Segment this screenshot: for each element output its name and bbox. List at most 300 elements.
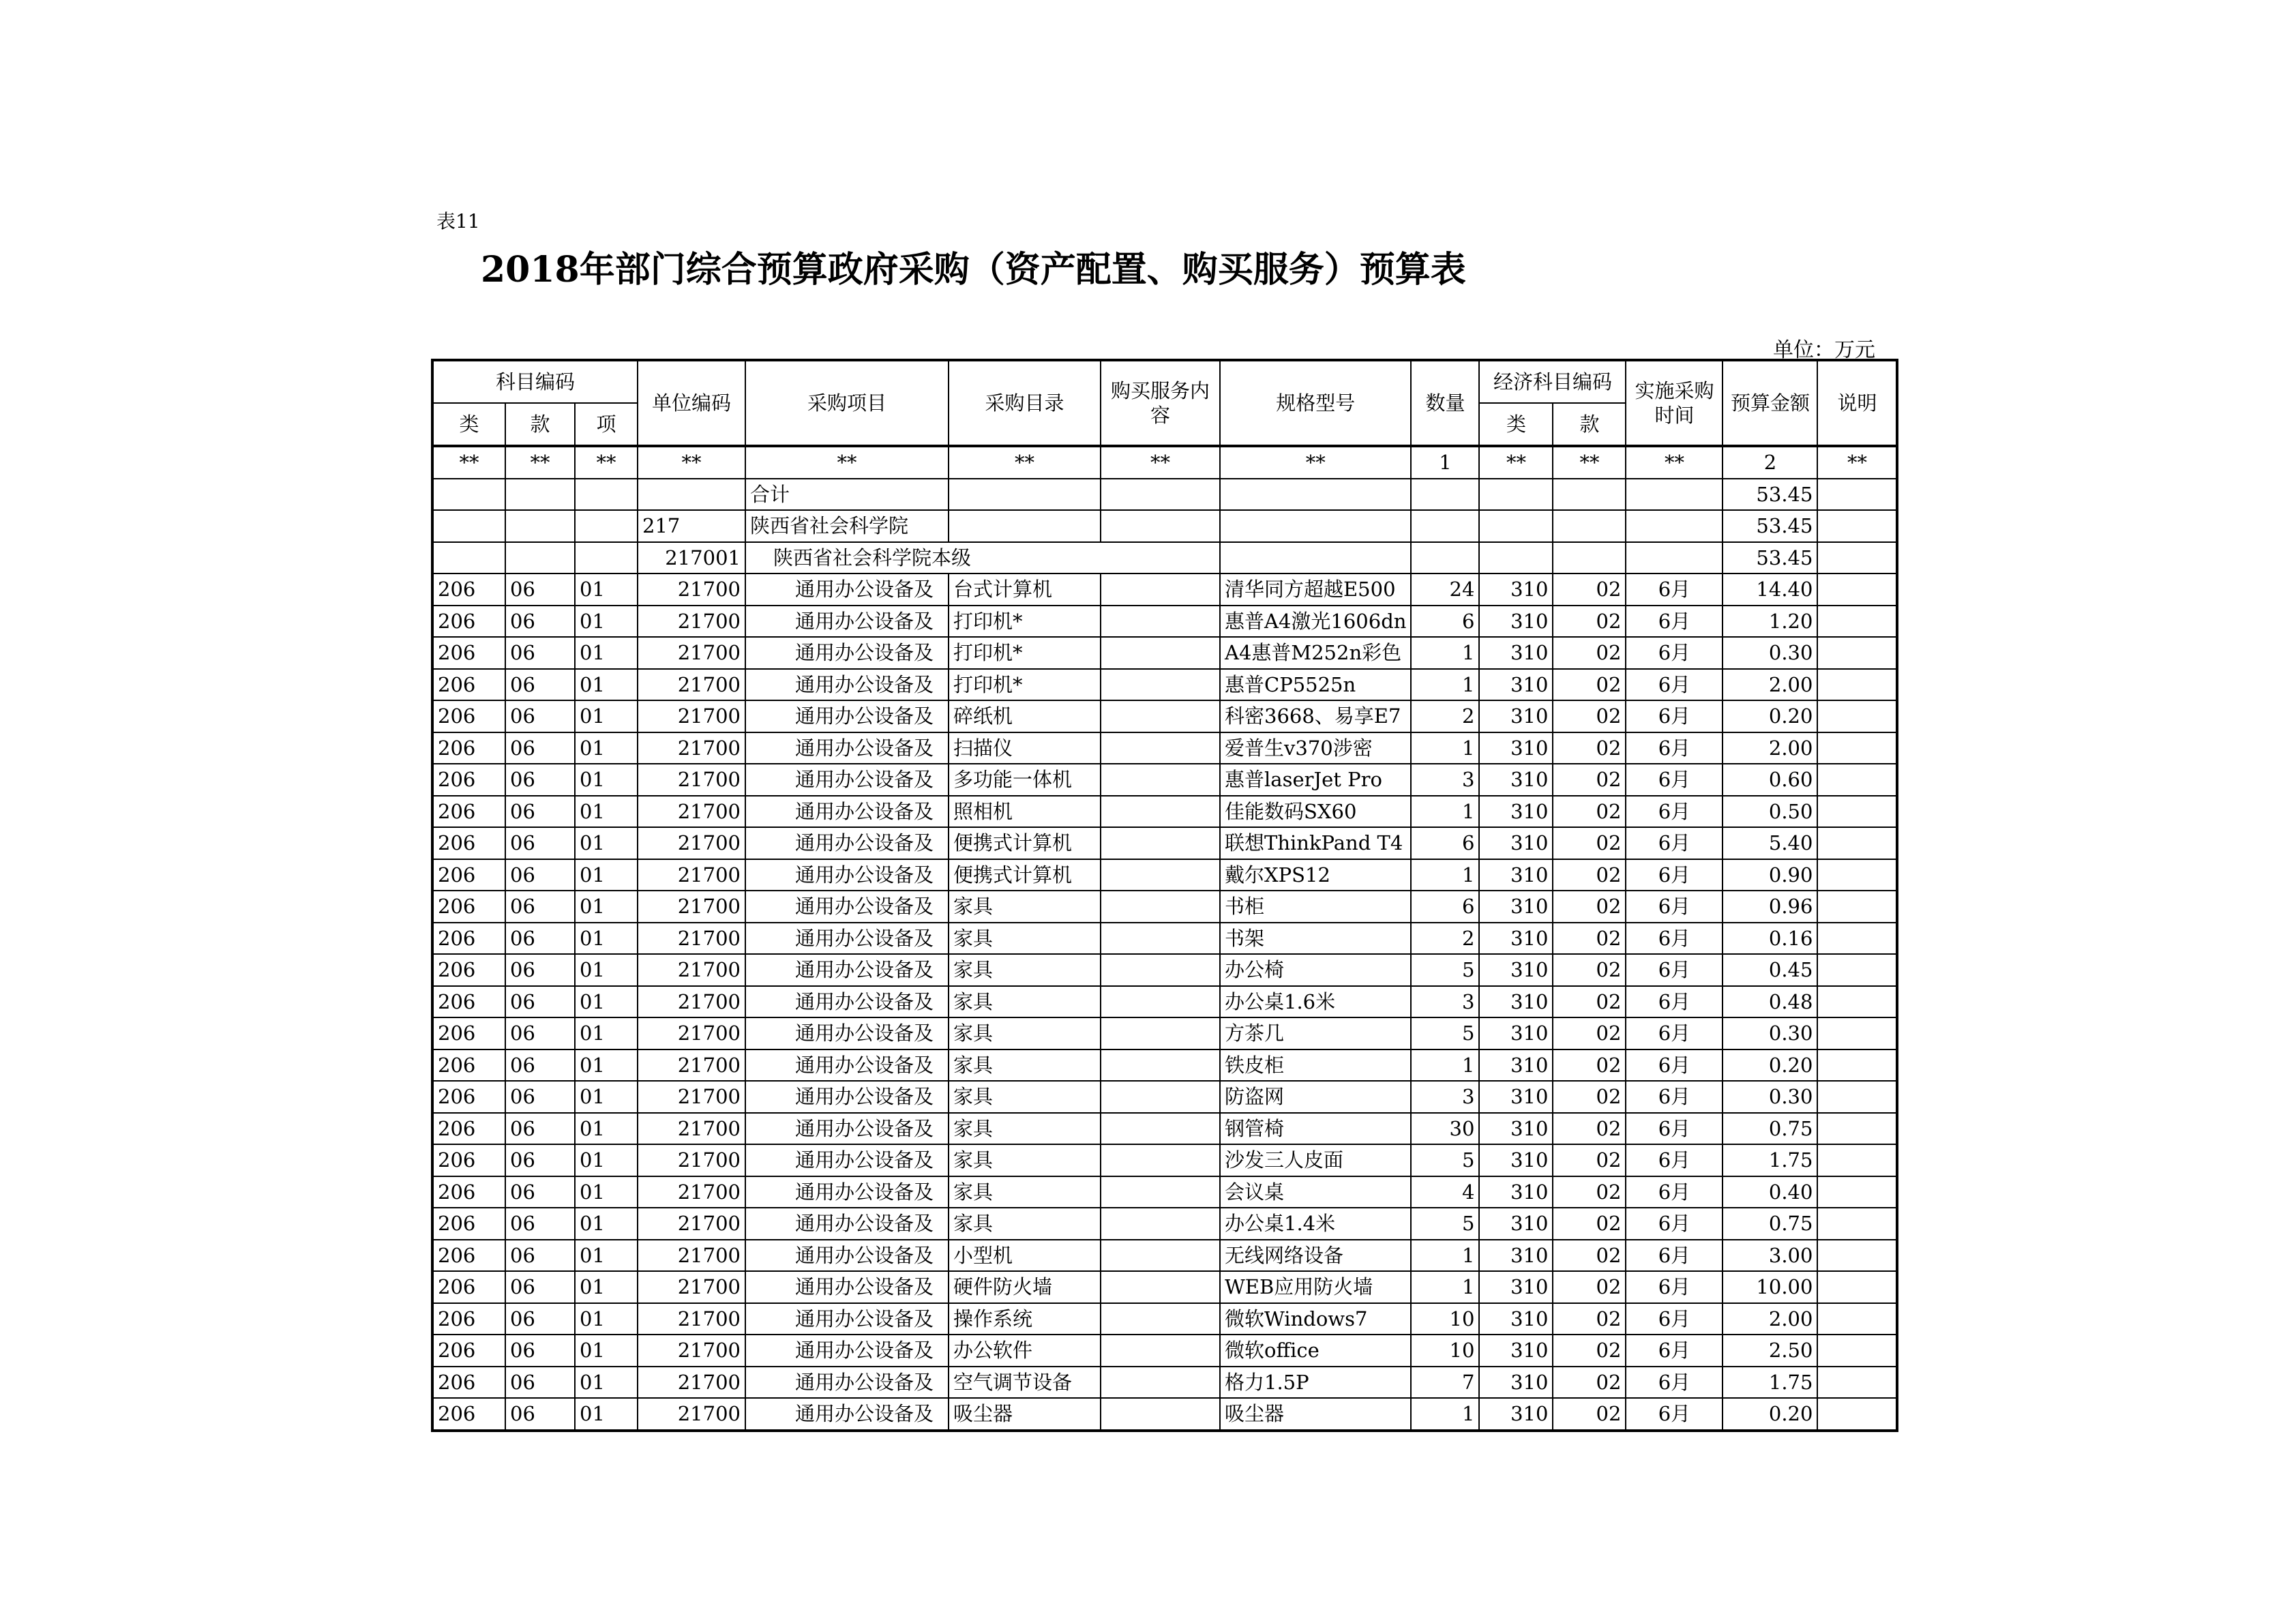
summary-code: 217 — [638, 510, 745, 542]
empty-cell — [1479, 479, 1553, 511]
amount-cell: 2.00 — [1723, 1303, 1817, 1335]
empty-cell — [1479, 510, 1553, 542]
econ-lei-cell: 310 — [1479, 1367, 1553, 1399]
catalog-cell: 办公软件 — [949, 1335, 1101, 1367]
marker-cell: ** — [1626, 446, 1723, 479]
service-cell — [1101, 1144, 1220, 1176]
amount-cell: 0.30 — [1723, 1017, 1817, 1049]
item-cell: 通用办公设备及 — [745, 1113, 949, 1145]
empty-cell — [432, 510, 505, 542]
spec-cell: 格力1.5P — [1220, 1367, 1411, 1399]
econ-kuan-cell: 02 — [1553, 1335, 1626, 1367]
lei-cell: 206 — [432, 891, 505, 923]
amount-cell: 0.50 — [1723, 796, 1817, 828]
summary-name: 陕西省社会科学院本级 — [745, 542, 1220, 574]
item-cell: 通用办公设备及 — [745, 1017, 949, 1049]
qty-cell: 10 — [1411, 1303, 1479, 1335]
econ-kuan-cell: 02 — [1553, 1049, 1626, 1082]
qty-cell: 1 — [1411, 859, 1479, 891]
table-row — [432, 732, 1897, 764]
empty-cell — [1220, 479, 1411, 511]
service-cell — [1101, 1049, 1220, 1082]
spec-cell: A4惠普M252n彩色 — [1220, 637, 1411, 669]
econ-kuan-cell: 02 — [1553, 1271, 1626, 1303]
budget-table — [431, 359, 1898, 1432]
summary-code: 217001 — [638, 542, 745, 574]
spec-cell: 办公椅 — [1220, 954, 1411, 986]
amount-cell: 0.40 — [1723, 1176, 1817, 1208]
econ-lei-cell: 310 — [1479, 1017, 1553, 1049]
table-row — [432, 606, 1897, 638]
xiang-cell: 01 — [575, 1367, 638, 1399]
unit-label: 单位：万元 — [1773, 338, 1875, 362]
item-cell: 通用办公设备及 — [745, 637, 949, 669]
item-cell: 通用办公设备及 — [745, 1208, 949, 1240]
time-cell: 6月 — [1626, 1208, 1723, 1240]
econ-kuan-cell: 02 — [1553, 1367, 1626, 1399]
xiang-cell: 01 — [575, 1017, 638, 1049]
header-qty: 数量 — [1411, 360, 1479, 446]
econ-kuan-cell: 02 — [1553, 954, 1626, 986]
lei-cell: 206 — [432, 1017, 505, 1049]
amount-cell: 14.40 — [1723, 574, 1817, 606]
empty-cell — [1411, 510, 1479, 542]
time-cell: 6月 — [1626, 1398, 1723, 1431]
amount-cell: 10.00 — [1723, 1271, 1817, 1303]
econ-lei-cell: 310 — [1479, 1271, 1553, 1303]
time-cell: 6月 — [1626, 827, 1723, 859]
note-cell — [1817, 859, 1897, 891]
econ-kuan-cell: 02 — [1553, 923, 1626, 955]
marker-cell: ** — [1220, 446, 1411, 479]
service-cell — [1101, 1176, 1220, 1208]
xiang-cell: 01 — [575, 1335, 638, 1367]
time-cell: 6月 — [1626, 1017, 1723, 1049]
amount-cell: 1.20 — [1723, 606, 1817, 638]
empty-cell — [1101, 510, 1220, 542]
amount-cell: 0.75 — [1723, 1113, 1817, 1145]
catalog-cell: 家具 — [949, 954, 1101, 986]
note-cell — [1817, 732, 1897, 764]
econ-lei-cell: 310 — [1479, 669, 1553, 701]
service-cell — [1101, 1208, 1220, 1240]
time-cell: 6月 — [1626, 764, 1723, 796]
kuan-cell: 06 — [505, 1335, 575, 1367]
time-cell: 6月 — [1626, 606, 1723, 638]
qty-cell: 5 — [1411, 954, 1479, 986]
lei-cell: 206 — [432, 1303, 505, 1335]
amount-cell: 3.00 — [1723, 1240, 1817, 1272]
econ-lei-cell: 310 — [1479, 796, 1553, 828]
empty-cell — [1817, 542, 1897, 574]
amount-cell: 0.60 — [1723, 764, 1817, 796]
econ-lei-cell: 310 — [1479, 859, 1553, 891]
econ-lei-cell: 310 — [1479, 986, 1553, 1018]
header-note: 说明 — [1817, 360, 1897, 446]
header-econ-kuan: 款 — [1553, 403, 1626, 446]
econ-kuan-cell: 02 — [1553, 859, 1626, 891]
lei-cell: 206 — [432, 1398, 505, 1431]
item-cell: 通用办公设备及 — [745, 796, 949, 828]
econ-kuan-cell: 02 — [1553, 669, 1626, 701]
time-cell: 6月 — [1626, 1176, 1723, 1208]
unit-code-cell: 21700 — [638, 1208, 745, 1240]
econ-lei-cell: 310 — [1479, 827, 1553, 859]
amount-cell: 5.40 — [1723, 827, 1817, 859]
empty-cell — [1411, 479, 1479, 511]
amount-cell: 0.45 — [1723, 954, 1817, 986]
service-cell — [1101, 574, 1220, 606]
time-cell: 6月 — [1626, 1049, 1723, 1082]
unit-code-cell: 21700 — [638, 1335, 745, 1367]
note-cell — [1817, 923, 1897, 955]
table-row — [432, 1144, 1897, 1176]
xiang-cell: 01 — [575, 1208, 638, 1240]
header-unit-code: 单位编码 — [638, 360, 745, 446]
lei-cell: 206 — [432, 1144, 505, 1176]
note-cell — [1817, 796, 1897, 828]
service-cell — [1101, 606, 1220, 638]
qty-cell: 1 — [1411, 1049, 1479, 1082]
lei-cell: 206 — [432, 1367, 505, 1399]
catalog-cell: 打印机* — [949, 669, 1101, 701]
spec-cell: 微软office — [1220, 1335, 1411, 1367]
catalog-cell: 家具 — [949, 1144, 1101, 1176]
unit-code-cell: 21700 — [638, 669, 745, 701]
econ-kuan-cell: 02 — [1553, 1176, 1626, 1208]
item-cell: 通用办公设备及 — [745, 954, 949, 986]
lei-cell: 206 — [432, 1208, 505, 1240]
catalog-cell: 家具 — [949, 1113, 1101, 1145]
item-cell: 通用办公设备及 — [745, 700, 949, 732]
item-cell: 通用办公设备及 — [745, 574, 949, 606]
table-row — [432, 1335, 1897, 1367]
econ-kuan-cell: 02 — [1553, 637, 1626, 669]
marker-cell: ** — [1101, 446, 1220, 479]
header-lei: 类 — [432, 403, 505, 446]
header-xiang: 项 — [575, 403, 638, 446]
amount-cell: 2.50 — [1723, 1335, 1817, 1367]
item-cell: 通用办公设备及 — [745, 1144, 949, 1176]
note-cell — [1817, 637, 1897, 669]
econ-lei-cell: 310 — [1479, 1303, 1553, 1335]
catalog-cell: 家具 — [949, 923, 1101, 955]
catalog-cell: 家具 — [949, 1176, 1101, 1208]
note-cell — [1817, 1240, 1897, 1272]
econ-lei-cell: 310 — [1479, 732, 1553, 764]
unit-code-cell: 21700 — [638, 923, 745, 955]
empty-cell — [1553, 479, 1626, 511]
time-cell: 6月 — [1626, 700, 1723, 732]
lei-cell: 206 — [432, 1081, 505, 1113]
time-cell: 6月 — [1626, 986, 1723, 1018]
kuan-cell: 06 — [505, 637, 575, 669]
marker-cell: ** — [432, 446, 505, 479]
lei-cell: 206 — [432, 796, 505, 828]
kuan-cell: 06 — [505, 923, 575, 955]
econ-lei-cell: 310 — [1479, 637, 1553, 669]
table-row — [432, 796, 1897, 828]
unit-code-cell: 21700 — [638, 859, 745, 891]
econ-lei-cell: 310 — [1479, 700, 1553, 732]
qty-cell: 5 — [1411, 1208, 1479, 1240]
header-subject-code: 科目编码 — [432, 360, 638, 403]
empty-cell — [1553, 510, 1626, 542]
lei-cell: 206 — [432, 827, 505, 859]
marker-cell: ** — [949, 446, 1101, 479]
xiang-cell: 01 — [575, 1081, 638, 1113]
amount-cell: 0.75 — [1723, 1208, 1817, 1240]
note-cell — [1817, 1049, 1897, 1082]
header-item: 采购项目 — [745, 360, 949, 446]
service-cell — [1101, 1303, 1220, 1335]
catalog-cell: 家具 — [949, 891, 1101, 923]
time-cell: 6月 — [1626, 1144, 1723, 1176]
note-cell — [1817, 669, 1897, 701]
unit-code-cell: 21700 — [638, 700, 745, 732]
note-cell — [1817, 1303, 1897, 1335]
spec-cell: 微软Windows7 — [1220, 1303, 1411, 1335]
service-cell — [1101, 1367, 1220, 1399]
lei-cell: 206 — [432, 1271, 505, 1303]
amount-cell: 0.16 — [1723, 923, 1817, 955]
service-cell — [1101, 1017, 1220, 1049]
empty-cell — [1553, 542, 1626, 574]
time-cell: 6月 — [1626, 923, 1723, 955]
econ-kuan-cell: 02 — [1553, 574, 1626, 606]
unit-code-cell: 21700 — [638, 1271, 745, 1303]
spec-cell: 会议桌 — [1220, 1176, 1411, 1208]
table-row — [432, 1208, 1897, 1240]
qty-cell: 4 — [1411, 1176, 1479, 1208]
note-cell — [1817, 1335, 1897, 1367]
table-row — [432, 1303, 1897, 1335]
empty-cell — [505, 542, 575, 574]
kuan-cell: 06 — [505, 954, 575, 986]
item-cell: 通用办公设备及 — [745, 923, 949, 955]
xiang-cell: 01 — [575, 827, 638, 859]
lei-cell: 206 — [432, 669, 505, 701]
econ-lei-cell: 310 — [1479, 606, 1553, 638]
empty-cell — [1626, 510, 1723, 542]
spec-cell: WEB应用防火墙 — [1220, 1271, 1411, 1303]
lei-cell: 206 — [432, 1176, 505, 1208]
table-row — [432, 574, 1897, 606]
spec-cell: 铁皮柜 — [1220, 1049, 1411, 1082]
qty-cell: 1 — [1411, 1271, 1479, 1303]
note-cell — [1817, 1176, 1897, 1208]
empty-cell — [575, 542, 638, 574]
header-econ-lei: 类 — [1479, 403, 1553, 446]
econ-kuan-cell: 02 — [1553, 796, 1626, 828]
marker-cell: ** — [1553, 446, 1626, 479]
note-cell — [1817, 1367, 1897, 1399]
econ-kuan-cell: 02 — [1553, 1144, 1626, 1176]
note-cell — [1817, 827, 1897, 859]
lei-cell: 206 — [432, 764, 505, 796]
kuan-cell: 06 — [505, 764, 575, 796]
empty-cell — [1817, 510, 1897, 542]
unit-code-cell: 21700 — [638, 606, 745, 638]
service-cell — [1101, 954, 1220, 986]
item-cell: 通用办公设备及 — [745, 669, 949, 701]
catalog-cell: 小型机 — [949, 1240, 1101, 1272]
kuan-cell: 06 — [505, 1176, 575, 1208]
spec-cell: 钢管椅 — [1220, 1113, 1411, 1145]
spec-cell: 惠普CP5525n — [1220, 669, 1411, 701]
table-row — [432, 700, 1897, 732]
spec-cell: 防盗网 — [1220, 1081, 1411, 1113]
table-row — [432, 669, 1897, 701]
kuan-cell: 06 — [505, 669, 575, 701]
unit-code-cell: 21700 — [638, 954, 745, 986]
header-time: 实施采购时间 — [1626, 360, 1723, 446]
qty-cell: 2 — [1411, 923, 1479, 955]
summary-name: 合计 — [745, 479, 949, 511]
lei-cell: 206 — [432, 637, 505, 669]
empty-cell — [1626, 542, 1723, 574]
qty-cell: 3 — [1411, 764, 1479, 796]
empty-cell — [1101, 479, 1220, 511]
xiang-cell: 01 — [575, 700, 638, 732]
service-cell — [1101, 1335, 1220, 1367]
table-row — [432, 1398, 1897, 1431]
item-cell: 通用办公设备及 — [745, 606, 949, 638]
econ-kuan-cell: 02 — [1553, 1398, 1626, 1431]
qty-cell: 6 — [1411, 891, 1479, 923]
unit-code-cell: 21700 — [638, 732, 745, 764]
spec-cell: 方茶几 — [1220, 1017, 1411, 1049]
qty-cell: 1 — [1411, 637, 1479, 669]
amount-cell: 0.20 — [1723, 1049, 1817, 1082]
time-cell: 6月 — [1626, 891, 1723, 923]
item-cell: 通用办公设备及 — [745, 1049, 949, 1082]
summary-row — [432, 542, 1897, 574]
kuan-cell: 06 — [505, 796, 575, 828]
unit-code-cell: 21700 — [638, 1367, 745, 1399]
note-cell — [1817, 1081, 1897, 1113]
item-cell: 通用办公设备及 — [745, 764, 949, 796]
catalog-cell: 多功能一体机 — [949, 764, 1101, 796]
amount-cell: 0.90 — [1723, 859, 1817, 891]
econ-lei-cell: 310 — [1479, 1335, 1553, 1367]
item-cell: 通用办公设备及 — [745, 1303, 949, 1335]
time-cell: 6月 — [1626, 1240, 1723, 1272]
table-row — [432, 1113, 1897, 1145]
catalog-cell: 台式计算机 — [949, 574, 1101, 606]
marker-cell: 1 — [1411, 446, 1479, 479]
summary-amount: 53.45 — [1723, 479, 1817, 511]
note-cell — [1817, 1144, 1897, 1176]
time-cell: 6月 — [1626, 1335, 1723, 1367]
unit-code-cell: 21700 — [638, 796, 745, 828]
spec-cell: 清华同方超越E500 — [1220, 574, 1411, 606]
time-cell: 6月 — [1626, 1303, 1723, 1335]
empty-cell — [432, 542, 505, 574]
empty-cell — [1479, 542, 1553, 574]
header-kuan: 款 — [505, 403, 575, 446]
econ-lei-cell: 310 — [1479, 764, 1553, 796]
note-cell — [1817, 1398, 1897, 1431]
lei-cell: 206 — [432, 700, 505, 732]
service-cell — [1101, 764, 1220, 796]
service-cell — [1101, 732, 1220, 764]
qty-cell: 1 — [1411, 732, 1479, 764]
kuan-cell: 06 — [505, 1081, 575, 1113]
econ-lei-cell: 310 — [1479, 954, 1553, 986]
catalog-cell: 打印机* — [949, 637, 1101, 669]
header-spec: 规格型号 — [1220, 360, 1411, 446]
spec-cell: 无线网络设备 — [1220, 1240, 1411, 1272]
item-cell: 通用办公设备及 — [745, 827, 949, 859]
xiang-cell: 01 — [575, 796, 638, 828]
xiang-cell: 01 — [575, 574, 638, 606]
table-row — [432, 891, 1897, 923]
lei-cell: 206 — [432, 1049, 505, 1082]
kuan-cell: 06 — [505, 1017, 575, 1049]
spec-cell: 惠普A4激光1606dn — [1220, 606, 1411, 638]
time-cell: 6月 — [1626, 1271, 1723, 1303]
summary-row — [432, 510, 1897, 542]
kuan-cell: 06 — [505, 606, 575, 638]
catalog-cell: 便携式计算机 — [949, 827, 1101, 859]
qty-cell: 3 — [1411, 1081, 1479, 1113]
table-row — [432, 1271, 1897, 1303]
lei-cell: 206 — [432, 574, 505, 606]
header-amount: 预算金额 — [1723, 360, 1817, 446]
econ-kuan-cell: 02 — [1553, 986, 1626, 1018]
econ-lei-cell: 310 — [1479, 1081, 1553, 1113]
time-cell: 6月 — [1626, 669, 1723, 701]
summary-code — [638, 479, 745, 511]
xiang-cell: 01 — [575, 764, 638, 796]
kuan-cell: 06 — [505, 1144, 575, 1176]
lei-cell: 206 — [432, 1113, 505, 1145]
note-cell — [1817, 954, 1897, 986]
xiang-cell: 01 — [575, 923, 638, 955]
econ-kuan-cell: 02 — [1553, 891, 1626, 923]
time-cell: 6月 — [1626, 1367, 1723, 1399]
amount-cell: 0.30 — [1723, 1081, 1817, 1113]
table-row — [432, 1240, 1897, 1272]
qty-cell: 1 — [1411, 1240, 1479, 1272]
table-row — [432, 1081, 1897, 1113]
econ-lei-cell: 310 — [1479, 1208, 1553, 1240]
unit-code-cell: 21700 — [638, 1240, 745, 1272]
lei-cell: 206 — [432, 1335, 505, 1367]
xiang-cell: 01 — [575, 891, 638, 923]
lei-cell: 206 — [432, 1240, 505, 1272]
marker-cell: ** — [1817, 446, 1897, 479]
kuan-cell: 06 — [505, 986, 575, 1018]
lei-cell: 206 — [432, 859, 505, 891]
qty-cell: 30 — [1411, 1113, 1479, 1145]
econ-kuan-cell: 02 — [1553, 700, 1626, 732]
empty-cell — [505, 510, 575, 542]
spec-cell: 办公桌1.4米 — [1220, 1208, 1411, 1240]
spec-cell: 爱普生v370涉密 — [1220, 732, 1411, 764]
note-cell — [1817, 1208, 1897, 1240]
item-cell: 通用办公设备及 — [745, 1335, 949, 1367]
unit-code-cell: 21700 — [638, 1176, 745, 1208]
service-cell — [1101, 796, 1220, 828]
spec-cell: 戴尔XPS12 — [1220, 859, 1411, 891]
catalog-cell: 操作系统 — [949, 1303, 1101, 1335]
amount-cell: 0.48 — [1723, 986, 1817, 1018]
kuan-cell: 06 — [505, 827, 575, 859]
xiang-cell: 01 — [575, 1271, 638, 1303]
xiang-cell: 01 — [575, 859, 638, 891]
